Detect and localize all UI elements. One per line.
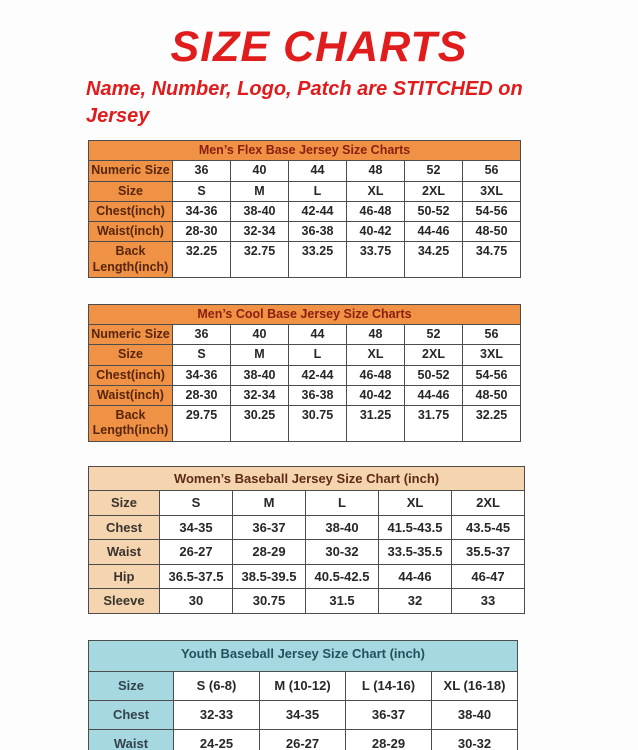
size-value: 44-46 <box>405 385 463 405</box>
page-title: SIZE CHARTS <box>170 23 468 71</box>
table-row <box>89 671 518 700</box>
size-value: 42-44 <box>289 365 347 385</box>
table-title-row <box>89 466 525 491</box>
size-value: L <box>289 181 347 201</box>
size-value: 29.75 <box>173 406 231 442</box>
size-value: 2XL <box>405 181 463 201</box>
row-label: Hip <box>89 564 160 589</box>
size-value: 48-50 <box>463 222 521 242</box>
size-value: 33.5-35.5 <box>379 540 452 565</box>
size-value: 46-48 <box>347 201 405 221</box>
size-value: 24-25 <box>174 729 260 750</box>
size-value: 26-27 <box>260 729 346 750</box>
size-value: 26-27 <box>160 540 233 565</box>
size-value: 48 <box>347 325 405 345</box>
table-row <box>89 222 521 242</box>
table-title: Men’s Flex Base Jersey Size Charts <box>89 141 521 161</box>
size-value: 38-40 <box>231 365 289 385</box>
size-value: 38-40 <box>306 515 379 540</box>
size-value: 30.75 <box>289 406 347 442</box>
size-value: S <box>160 491 233 516</box>
size-value: 46-47 <box>452 564 525 589</box>
size-value: 52 <box>405 161 463 181</box>
row-label: Size <box>89 671 174 700</box>
size-value: 44-46 <box>405 222 463 242</box>
size-value: 36 <box>173 161 231 181</box>
size-value: 38.5-39.5 <box>233 564 306 589</box>
size-value: 33 <box>452 589 525 614</box>
size-value: 2XL <box>452 491 525 516</box>
size-value: 36-37 <box>233 515 306 540</box>
size-value: M <box>231 181 289 201</box>
size-tables-section <box>0 140 638 750</box>
size-value: XL <box>347 345 405 365</box>
size-value: 32 <box>379 589 452 614</box>
size-value: 28-29 <box>233 540 306 565</box>
page-subtitle: Name, Number, Logo, Patch are STITCHED on Jersey <box>86 78 523 127</box>
row-label: Numeric Size <box>89 161 173 181</box>
size-value: 40.5-42.5 <box>306 564 379 589</box>
size-value: 40 <box>231 161 289 181</box>
size-value: 50-52 <box>405 365 463 385</box>
row-label: Waist <box>89 729 174 750</box>
size-value: 34-35 <box>260 700 346 729</box>
row-label: Chest(inch) <box>89 365 173 385</box>
size-value: 50-52 <box>405 201 463 221</box>
size-value: 36-37 <box>346 700 432 729</box>
size-value: 48-50 <box>463 385 521 405</box>
size-value: 34-36 <box>173 365 231 385</box>
table-row <box>89 540 525 565</box>
size-value: 44 <box>289 161 347 181</box>
row-label: Chest(inch) <box>89 201 173 221</box>
table-row <box>89 161 521 181</box>
size-value: 34.75 <box>463 242 521 278</box>
size-value: 38-40 <box>231 201 289 221</box>
table-row <box>89 589 525 614</box>
size-value: 32-34 <box>231 385 289 405</box>
size-value: 3XL <box>463 181 521 201</box>
size-value: 56 <box>463 161 521 181</box>
size-value: 30 <box>160 589 233 614</box>
table-title-row <box>89 304 521 324</box>
size-value: 33.75 <box>347 242 405 278</box>
row-label: Size <box>89 181 173 201</box>
size-value: 28-29 <box>346 729 432 750</box>
size-value: 36-38 <box>289 222 347 242</box>
size-value: 32-33 <box>174 700 260 729</box>
size-value: XL (16-18) <box>432 671 518 700</box>
mens-cool-base-jersey-table-container <box>88 304 638 442</box>
row-label: Waist(inch) <box>89 222 173 242</box>
size-value: 30-32 <box>306 540 379 565</box>
row-label: Waist <box>89 540 160 565</box>
size-value: 36 <box>173 325 231 345</box>
table-row <box>89 406 521 442</box>
size-value: 44-46 <box>379 564 452 589</box>
row-label: Numeric Size <box>89 325 173 345</box>
size-value: S <box>173 345 231 365</box>
mens-cool-base-jersey-table <box>88 304 521 442</box>
size-value: 32.75 <box>231 242 289 278</box>
womens-baseball-jersey-table <box>88 466 525 615</box>
size-value: S <box>173 181 231 201</box>
size-value: 34-35 <box>160 515 233 540</box>
table-title: Men’s Cool Base Jersey Size Charts <box>89 304 521 324</box>
size-value: 36-38 <box>289 385 347 405</box>
size-value: 52 <box>405 325 463 345</box>
size-value: 34.25 <box>405 242 463 278</box>
row-label: Sleeve <box>89 589 160 614</box>
size-value: 33.25 <box>289 242 347 278</box>
size-value: 56 <box>463 325 521 345</box>
table-title-row <box>89 141 521 161</box>
table-title-row <box>89 641 518 672</box>
row-label: Size <box>89 491 160 516</box>
mens-flex-base-jersey-table-container <box>88 140 638 278</box>
size-value: 48 <box>347 161 405 181</box>
size-value: 42-44 <box>289 201 347 221</box>
table-row <box>89 564 525 589</box>
size-value: 54-56 <box>463 201 521 221</box>
size-value: 35.5-37 <box>452 540 525 565</box>
size-value: 44 <box>289 325 347 345</box>
size-value: 38-40 <box>432 700 518 729</box>
womens-baseball-jersey-table-container <box>88 466 638 615</box>
size-value: M (10-12) <box>260 671 346 700</box>
size-value: 54-56 <box>463 365 521 385</box>
size-value: 32.25 <box>463 406 521 442</box>
table-row <box>89 700 518 729</box>
table-row <box>89 201 521 221</box>
table-row <box>89 345 521 365</box>
size-value: L (14-16) <box>346 671 432 700</box>
size-value: 28-30 <box>173 222 231 242</box>
size-value: 43.5-45 <box>452 515 525 540</box>
table-row <box>89 729 518 750</box>
size-value: 2XL <box>405 345 463 365</box>
size-value: XL <box>347 181 405 201</box>
size-value: M <box>233 491 306 516</box>
size-value: 3XL <box>463 345 521 365</box>
table-row <box>89 242 521 278</box>
table-row <box>89 515 525 540</box>
table-row <box>89 491 525 516</box>
size-value: 32.25 <box>173 242 231 278</box>
size-value: 40 <box>231 325 289 345</box>
youth-baseball-jersey-table <box>88 640 518 750</box>
size-value: S (6-8) <box>174 671 260 700</box>
size-value: 36.5-37.5 <box>160 564 233 589</box>
size-value: 32-34 <box>231 222 289 242</box>
size-value: 30.75 <box>233 589 306 614</box>
table-title: Women’s Baseball Jersey Size Chart (inch) <box>89 466 525 491</box>
row-label: Chest <box>89 700 174 729</box>
table-row <box>89 385 521 405</box>
table-row <box>89 365 521 385</box>
size-value: 30-32 <box>432 729 518 750</box>
row-label: Back Length(inch) <box>89 406 173 442</box>
size-value: 34-36 <box>173 201 231 221</box>
table-title: Youth Baseball Jersey Size Chart (inch) <box>89 641 518 672</box>
size-value: XL <box>379 491 452 516</box>
mens-flex-base-jersey-table <box>88 140 521 278</box>
size-value: 31.75 <box>405 406 463 442</box>
table-row <box>89 325 521 345</box>
size-value: 41.5-43.5 <box>379 515 452 540</box>
size-value: 31.5 <box>306 589 379 614</box>
size-value: 40-42 <box>347 385 405 405</box>
size-value: 28-30 <box>173 385 231 405</box>
youth-baseball-jersey-table-container <box>88 640 638 750</box>
table-row <box>89 181 521 201</box>
size-value: M <box>231 345 289 365</box>
size-value: 30.25 <box>231 406 289 442</box>
row-label: Back Length(inch) <box>89 242 173 278</box>
row-label: Waist(inch) <box>89 385 173 405</box>
size-value: L <box>306 491 379 516</box>
row-label: Size <box>89 345 173 365</box>
size-value: 46-48 <box>347 365 405 385</box>
size-value: 31.25 <box>347 406 405 442</box>
row-label: Chest <box>89 515 160 540</box>
size-value: 40-42 <box>347 222 405 242</box>
size-value: L <box>289 345 347 365</box>
